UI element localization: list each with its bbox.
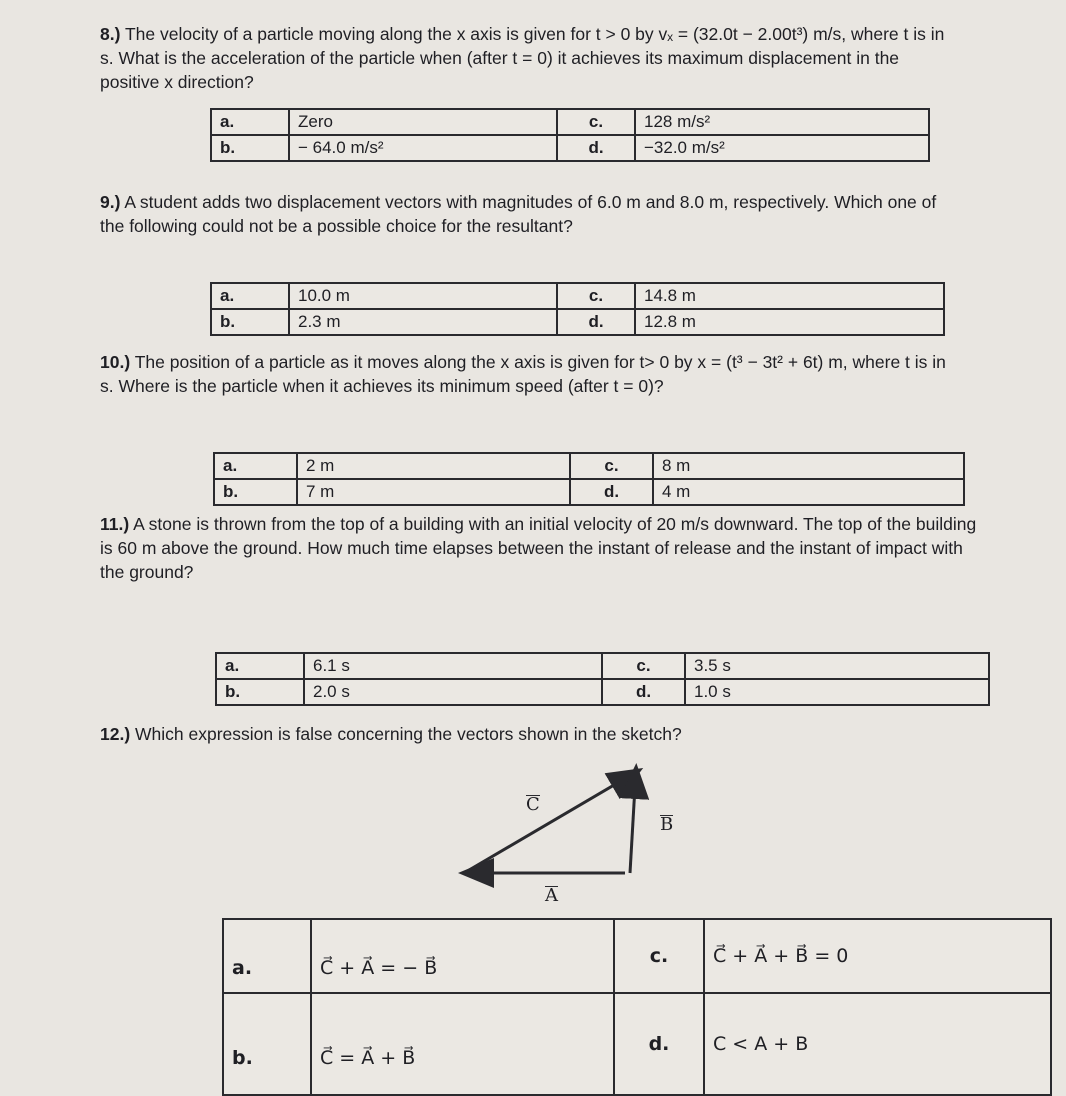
option-letter: d.: [557, 135, 635, 161]
question-8: [100, 22, 950, 94]
vector-triangle: [440, 755, 680, 895]
option-letter: a.: [211, 283, 289, 309]
option-b: 2.3 m: [289, 309, 557, 335]
option-letter: c.: [557, 109, 635, 135]
question-number: 11.): [100, 514, 130, 534]
vector-c-arrow: [464, 771, 638, 873]
options-table-10: [213, 452, 965, 506]
question-number: 12.): [100, 724, 131, 744]
vector-c-label: C: [526, 794, 540, 815]
option-b: C⃗ = A⃗ + B⃗: [311, 993, 614, 1095]
option-letter: c.: [557, 283, 635, 309]
option-c: 128 m/s²: [635, 109, 929, 135]
option-letter: a.: [223, 919, 311, 993]
option-letter: b.: [216, 679, 304, 705]
option-b: 2.0 s: [304, 679, 602, 705]
vector-b-arrow: [630, 769, 636, 873]
question-text: A stone is thrown from the top of a building with an initial velocity of 20 m/s downward. The top of the building is 60 m above the ground. How much time elapses between the instant of release and the instant of impact with the ground?: [100, 514, 977, 582]
vector-sketch: [440, 755, 680, 895]
question-11: [100, 512, 990, 584]
option-a: 2 m: [297, 453, 570, 479]
option-b: 7 m: [297, 479, 570, 505]
option-a: 6.1 s: [304, 653, 602, 679]
option-letter: c.: [614, 919, 704, 993]
question-number: 9.): [100, 192, 121, 212]
options-table-9: [210, 282, 945, 336]
option-letter: a.: [214, 453, 297, 479]
option-d: C < A + B: [704, 993, 1051, 1095]
option-letter: a.: [211, 109, 289, 135]
option-c: 3.5 s: [685, 653, 989, 679]
option-a: 10.0 m: [289, 283, 557, 309]
option-a: Zero: [289, 109, 557, 135]
vector-a-label: A: [545, 885, 558, 906]
question-number: 8.): [100, 24, 121, 44]
question-text: A student adds two displacement vectors with magnitudes of 6.0 m and 8.0 m, respectively. Which one of the following could not be a possible choice for the resultant?: [100, 192, 937, 236]
option-letter: d.: [602, 679, 685, 705]
question-number: 10.): [100, 352, 131, 372]
option-a: C⃗ + A⃗ = − B⃗: [311, 919, 614, 993]
vector-b-label: B: [660, 814, 674, 835]
option-b: − 64.0 m/s²: [289, 135, 557, 161]
question-10: [100, 350, 950, 398]
option-letter: a.: [216, 653, 304, 679]
option-d: 1.0 s: [685, 679, 989, 705]
option-letter: b.: [211, 135, 289, 161]
option-letter: c.: [570, 453, 653, 479]
options-table-12: [222, 918, 1052, 1096]
options-table-8: [210, 108, 930, 162]
option-c: 14.8 m: [635, 283, 944, 309]
option-d: 4 m: [653, 479, 964, 505]
question-9: [100, 190, 950, 238]
option-c: C⃗ + A⃗ + B⃗ = 0: [704, 919, 1051, 993]
option-letter: d.: [614, 993, 704, 1095]
option-letter: b.: [223, 993, 311, 1095]
option-d: −32.0 m/s²: [635, 135, 929, 161]
option-letter: b.: [214, 479, 297, 505]
option-c: 8 m: [653, 453, 964, 479]
option-letter: d.: [570, 479, 653, 505]
options-table-11: [215, 652, 990, 706]
question-text: The velocity of a particle moving along the x axis is given for t > 0 by vₓ = (32.0t − 2.00t³) m/s, where t is in s. What is the acceleration of the particle when (after t = 0) it achieves its maximum displacement in the positive x direction?: [100, 24, 945, 92]
question-text: Which expression is false concerning the vectors shown in the sketch?: [135, 724, 682, 744]
question-text: The position of a particle as it moves along the x axis is given for t> 0 by x = (t³ − 3t² + 6t) m, where t is in s. Where is the particle when it achieves its minimum speed (after t = 0)?: [100, 352, 946, 396]
option-d: 12.8 m: [635, 309, 944, 335]
option-letter: b.: [211, 309, 289, 335]
question-12: [100, 722, 950, 746]
option-letter: d.: [557, 309, 635, 335]
option-letter: c.: [602, 653, 685, 679]
